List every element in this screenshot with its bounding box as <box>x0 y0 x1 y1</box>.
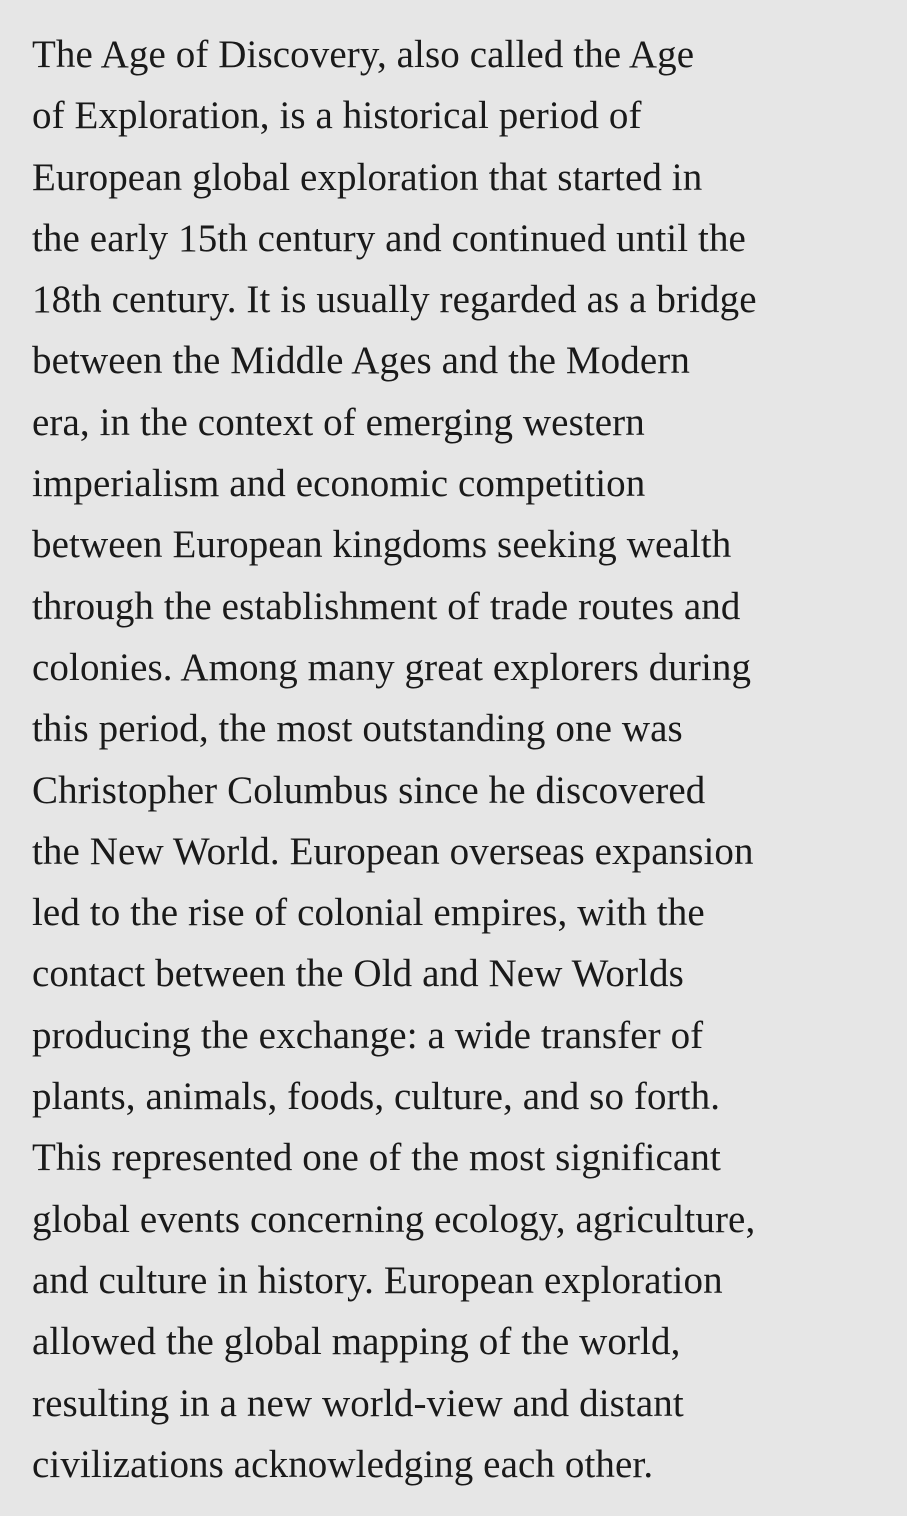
passage-line: 18th century. It is usually regarded as a bridge <box>32 278 757 322</box>
passage-line: This represented one of the most significant <box>32 1136 721 1180</box>
passage-line: allowed the global mapping of the world, <box>32 1320 681 1364</box>
passage-line: this period, the most outstanding one was <box>32 707 683 751</box>
passage-line: European global exploration that started in <box>32 155 703 199</box>
passage-line: civilizations acknowledging each other. <box>32 1442 654 1486</box>
passage-line: imperialism and economic competition <box>32 462 646 506</box>
passage-line: the New World. European overseas expansion <box>32 829 754 873</box>
passage-line: producing the exchange: a wide transfer of <box>32 1013 704 1057</box>
passage-line: contact between the Old and New Worlds <box>32 952 684 996</box>
passage-text <box>32 24 887 1495</box>
passage-line: the early 15th century and continued until the <box>32 216 746 260</box>
passage-line: between European kingdoms seeking wealth <box>32 523 732 567</box>
passage-line: of Exploration, is a historical period of <box>32 94 642 138</box>
passage-line: colonies. Among many great explorers during <box>32 645 752 689</box>
passage-line: The Age of Discovery, also called the Age <box>32 33 695 76</box>
passage-line: global events concerning ecology, agriculture, <box>32 1197 756 1241</box>
passage-line: led to the rise of colonial empires, with the <box>32 891 705 935</box>
passage-line: resulting in a new world-view and distant <box>32 1381 684 1425</box>
passage-line: and culture in history. European exploration <box>32 1258 723 1302</box>
passage-line: plants, animals, foods, culture, and so forth. <box>32 1075 721 1119</box>
passage-line: through the establishment of trade routes and <box>32 584 741 628</box>
passage-line: between the Middle Ages and the Modern <box>32 339 690 383</box>
passage-line: Christopher Columbus since he discovered <box>32 768 706 812</box>
passage-line: era, in the context of emerging western <box>32 400 645 444</box>
